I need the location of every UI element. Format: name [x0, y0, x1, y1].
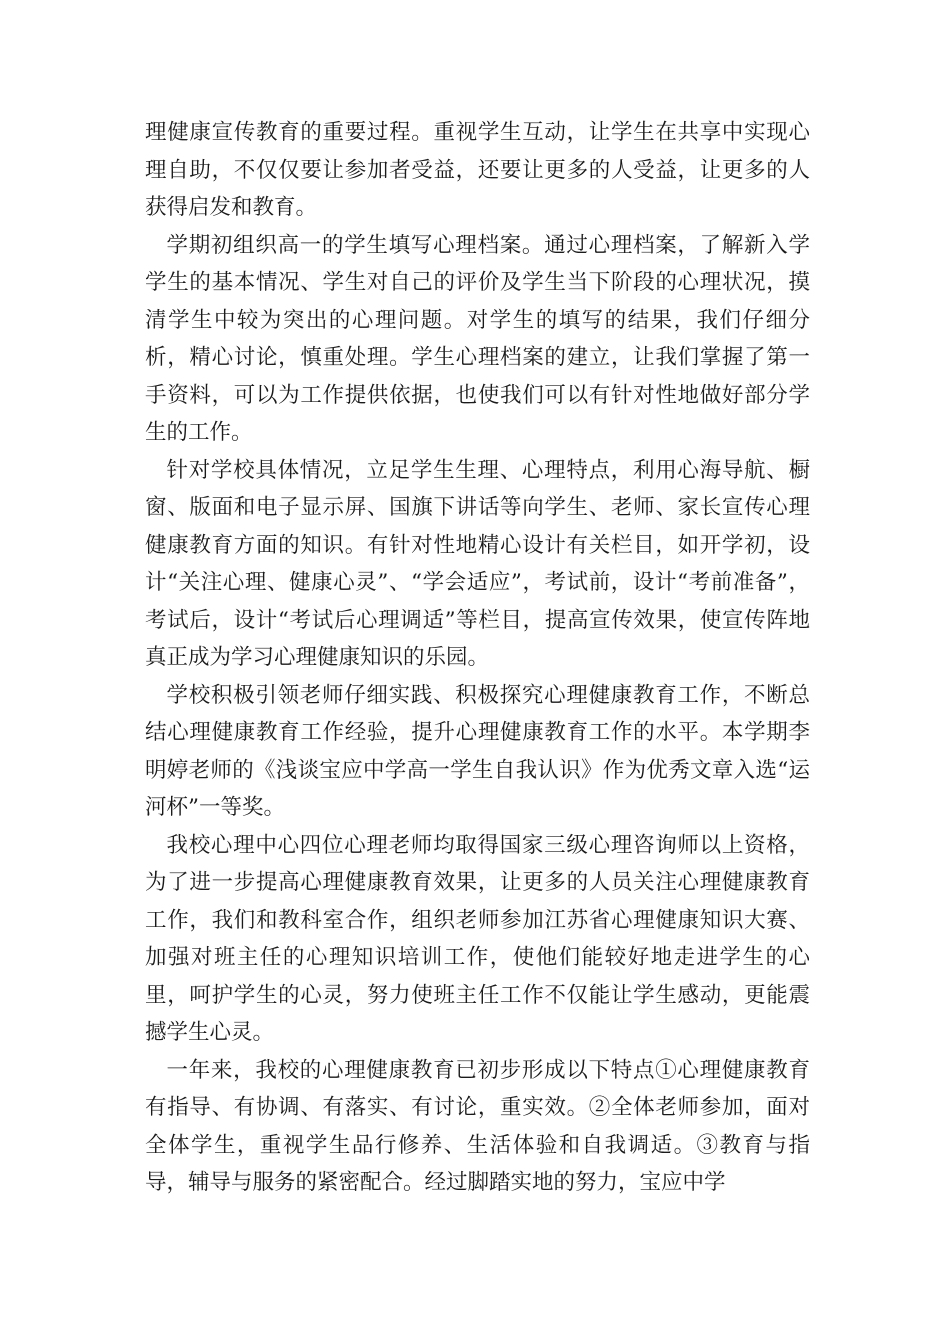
paragraph-psych-records: 学期初组织高一的学生填写心理档案。通过心理档案，了解新入学学生的基本情况、学生对自己的评价及学生当下阶段的心理状况，摸清学生中较为突出的心理问题。对学生的填写的结果，我们仔细分析，精心讨论，慎重处理。学生心理档案的建立，让我们掌握了第一手资料，可以为工作提供依据，也使我们可以有针对性地做好部分学生的工作。: [145, 232, 810, 445]
paragraph-teacher-research: 学校积极引领老师仔细实践、积极探究心理健康教育工作，不断总结心理健康教育工作经验，提升心理健康教育工作的水平。本学期李明婷老师的《浅谈宝应中学高一学生自我认识》作为优秀文章入选“运河杯”一等奖。: [145, 682, 810, 820]
paragraph-continued-intro: 理健康宣传教育的重要过程。重视学生互动，让学生在共享中实现心理自助，不仅仅要让参加者受益，还要让更多的人受益，让更多的人获得启发和教育。: [145, 120, 810, 220]
paragraph-publicity: 针对学校具体情况，立足学生生理、心理特点，利用心海导航、橱窗、版面和电子显示屏、国旗下讲话等向学生、老师、家长宣传心理健康教育方面的知识。有针对性地精心设计有关栏目，如开学初，设计“关注心理、健康心灵”、“学会适应”，考试前，设计“考前准备”，考试后，设计“考试后心理调适”等栏目，提高宣传效果，使宣传阵地真正成为学习心理健康知识的乐园。: [145, 457, 810, 670]
paragraph-year-summary: 一年来，我校的心理健康教育已初步形成以下特点①心理健康教育有指导、有协调、有落实、有讨论，重实效。②全体老师参加，面对全体学生，重视学生品行修养、生活体验和自我调适。③教育与指导，辅导与服务的紧密配合。经过脚踏实地的努力，宝应中学: [145, 1057, 810, 1195]
paragraph-counselor-qualifications: 我校心理中心四位心理老师均取得国家三级心理咨询师以上资格，为了进一步提高心理健康教育效果，让更多的人员关注心理健康教育工作，我们和教科室合作，组织老师参加江苏省心理健康知识大赛、加强对班主任的心理知识培训工作，使他们能较好地走进学生的心里，呵护学生的心灵，努力使班主任工作不仅能让学生感动，更能震撼学生心灵。: [145, 832, 810, 1045]
document-body: [145, 114, 810, 1202]
